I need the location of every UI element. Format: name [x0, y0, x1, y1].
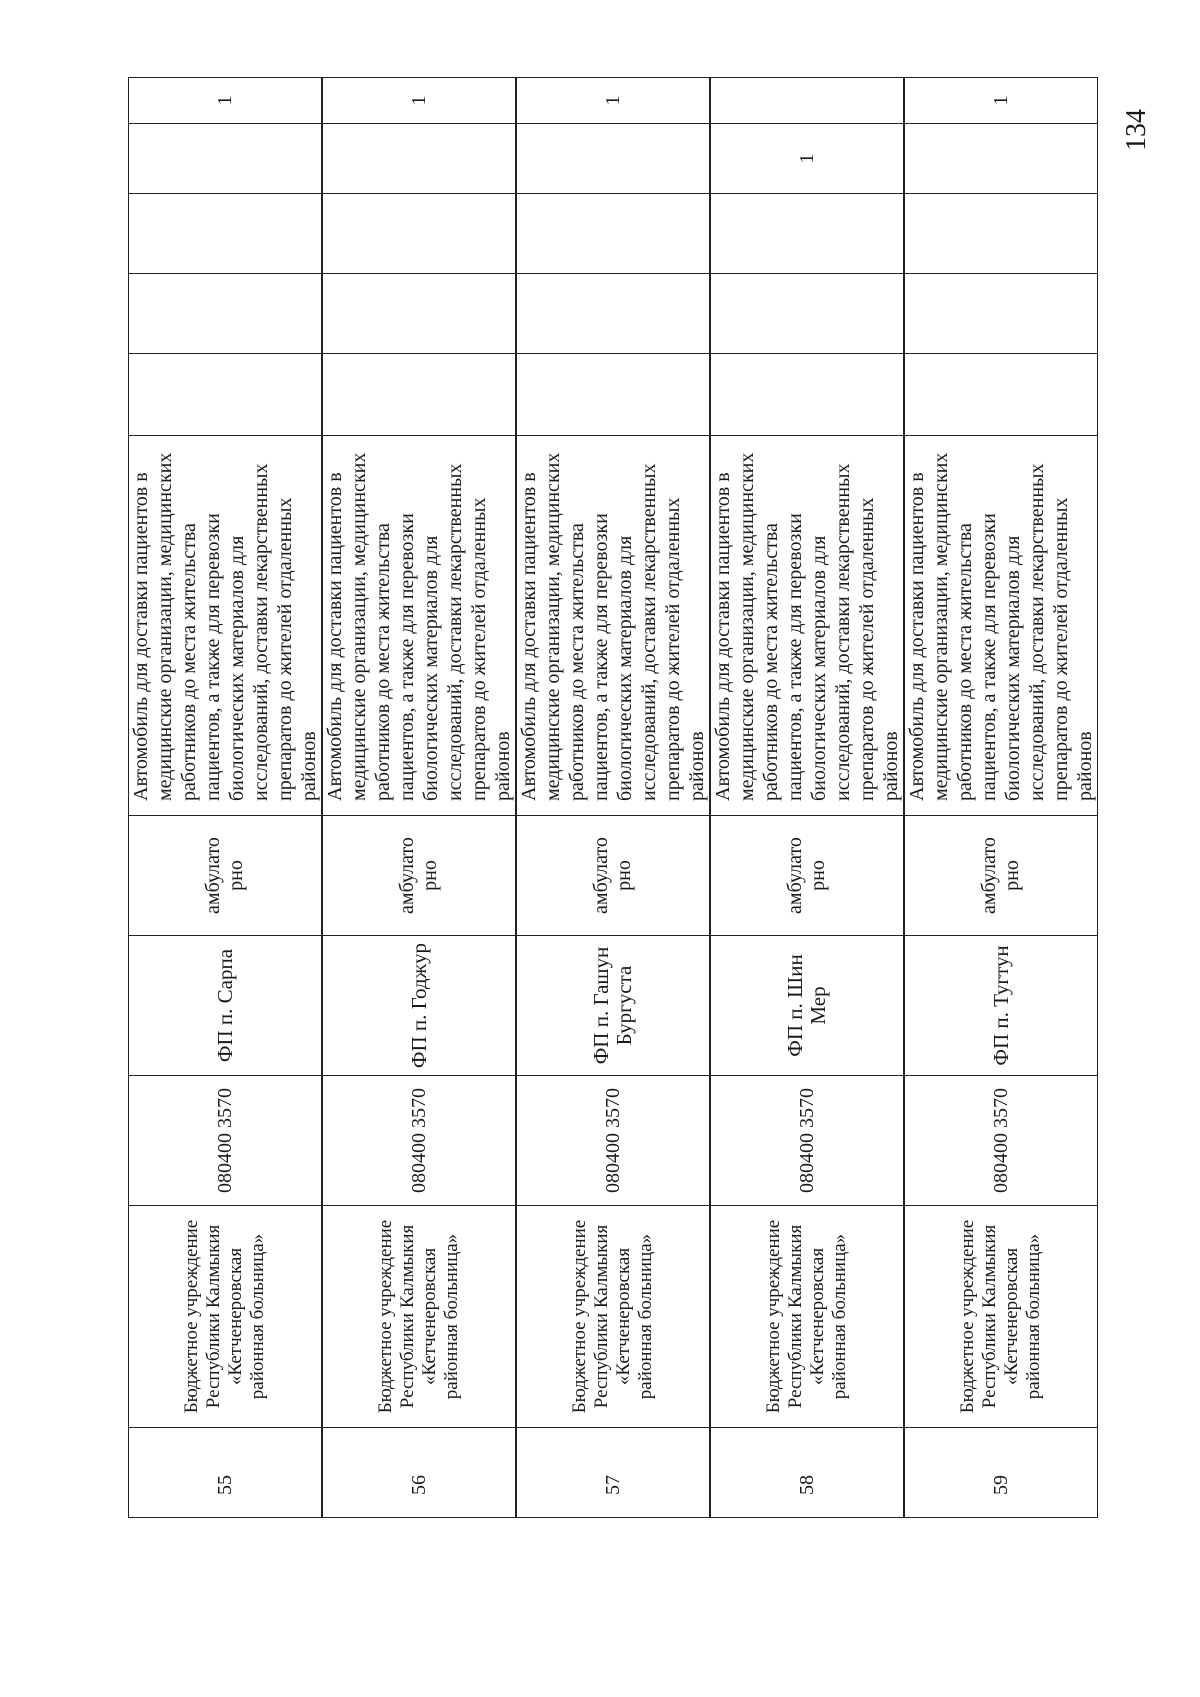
qty-col-2 [710, 274, 904, 354]
care-mode: амбулато рно [904, 816, 1098, 936]
table-row [710, 78, 904, 1518]
qty-col-3 [904, 194, 1098, 274]
qty-col-2 [516, 274, 710, 354]
facility-name: ФП п. Гашун Бургуста [516, 936, 710, 1076]
table-row [516, 78, 710, 1518]
equipment-description: Автомобиль для доставки пациентов в медицинские организации, медицинских работников до места жительства пациентов, а также для перевозки биологических материалов для исследований, доставки лекарственных препаратов до жителей отдаленных районов [904, 436, 1098, 816]
qty-col-4 [322, 124, 516, 194]
code: 080400 3570 [129, 1076, 323, 1206]
equipment-table [128, 77, 1098, 1518]
table-row [129, 78, 323, 1518]
row-number: 56 [322, 1428, 516, 1518]
equipment-description: Автомобиль для доставки пациентов в медицинские организации, медицинских работников до места жительства пациентов, а также для перевозки биологических материалов для исследований, доставки лекарственных препаратов до жителей отдаленных районов [516, 436, 710, 816]
qty-col-2 [322, 274, 516, 354]
qty-col-5: 1 [322, 78, 516, 124]
qty-col-4 [904, 124, 1098, 194]
qty-col-5: 1 [516, 78, 710, 124]
row-number: 58 [710, 1428, 904, 1518]
qty-col-5: 1 [904, 78, 1098, 124]
table-row [904, 78, 1098, 1518]
qty-col-1 [322, 354, 516, 436]
qty-col-2 [129, 274, 323, 354]
institution-name: Бюджетное учреждение Республики Калмыкия «Кетченеровская районная больница» [904, 1206, 1098, 1428]
qty-col-3 [129, 194, 323, 274]
table-row [322, 78, 516, 1518]
care-mode: амбулато рно [129, 816, 323, 936]
code: 080400 3570 [904, 1076, 1098, 1206]
qty-col-4 [129, 124, 323, 194]
equipment-description: Автомобиль для доставки пациентов в медицинские организации, медицинских работников до места жительства пациентов, а также для перевозки биологических материалов для исследований, доставки лекарственных препаратов до жителей отдаленных районов [710, 436, 904, 816]
institution-name: Бюджетное учреждение Республики Калмыкия «Кетченеровская районная больница» [129, 1206, 323, 1428]
qty-col-1 [904, 354, 1098, 436]
qty-col-5: 1 [129, 78, 323, 124]
facility-name: ФП п. Шин Мер [710, 936, 904, 1076]
qty-col-3 [710, 194, 904, 274]
qty-col-2 [904, 274, 1098, 354]
care-mode: амбулато рно [516, 816, 710, 936]
facility-name: ФП п. Тугтун [904, 936, 1098, 1076]
row-number: 57 [516, 1428, 710, 1518]
rotated-table-sheet [128, 78, 1096, 1518]
code: 080400 3570 [516, 1076, 710, 1206]
qty-col-5 [710, 78, 904, 124]
code: 080400 3570 [710, 1076, 904, 1206]
institution-name: Бюджетное учреждение Республики Калмыкия «Кетченеровская районная больница» [710, 1206, 904, 1428]
facility-name: ФП п. Годжур [322, 936, 516, 1076]
page-number: 134 [1121, 109, 1152, 151]
equipment-description: Автомобиль для доставки пациентов в медицинские организации, медицинских работников до места жительства пациентов, а также для перевозки биологических материалов для исследований, доставки лекарственных препаратов до жителей отдаленных районов [322, 436, 516, 816]
qty-col-4 [516, 124, 710, 194]
qty-col-1 [516, 354, 710, 436]
qty-col-1 [710, 354, 904, 436]
code: 080400 3570 [322, 1076, 516, 1206]
care-mode: амбулато рно [322, 816, 516, 936]
equipment-description: Автомобиль для доставки пациентов в медицинские организации, медицинских работников до места жительства пациентов, а также для перевозки биологических материалов для исследований, доставки лекарственных препаратов до жителей отдаленных районов [129, 436, 323, 816]
institution-name: Бюджетное учреждение Республики Калмыкия «Кетченеровская районная больница» [516, 1206, 710, 1428]
facility-name: ФП п. Сарпа [129, 936, 323, 1076]
row-number: 55 [129, 1428, 323, 1518]
care-mode: амбулато рно [710, 816, 904, 936]
qty-col-4: 1 [710, 124, 904, 194]
institution-name: Бюджетное учреждение Республики Калмыкия «Кетченеровская районная больница» [322, 1206, 516, 1428]
qty-col-3 [516, 194, 710, 274]
qty-col-3 [322, 194, 516, 274]
row-number: 59 [904, 1428, 1098, 1518]
qty-col-1 [129, 354, 323, 436]
